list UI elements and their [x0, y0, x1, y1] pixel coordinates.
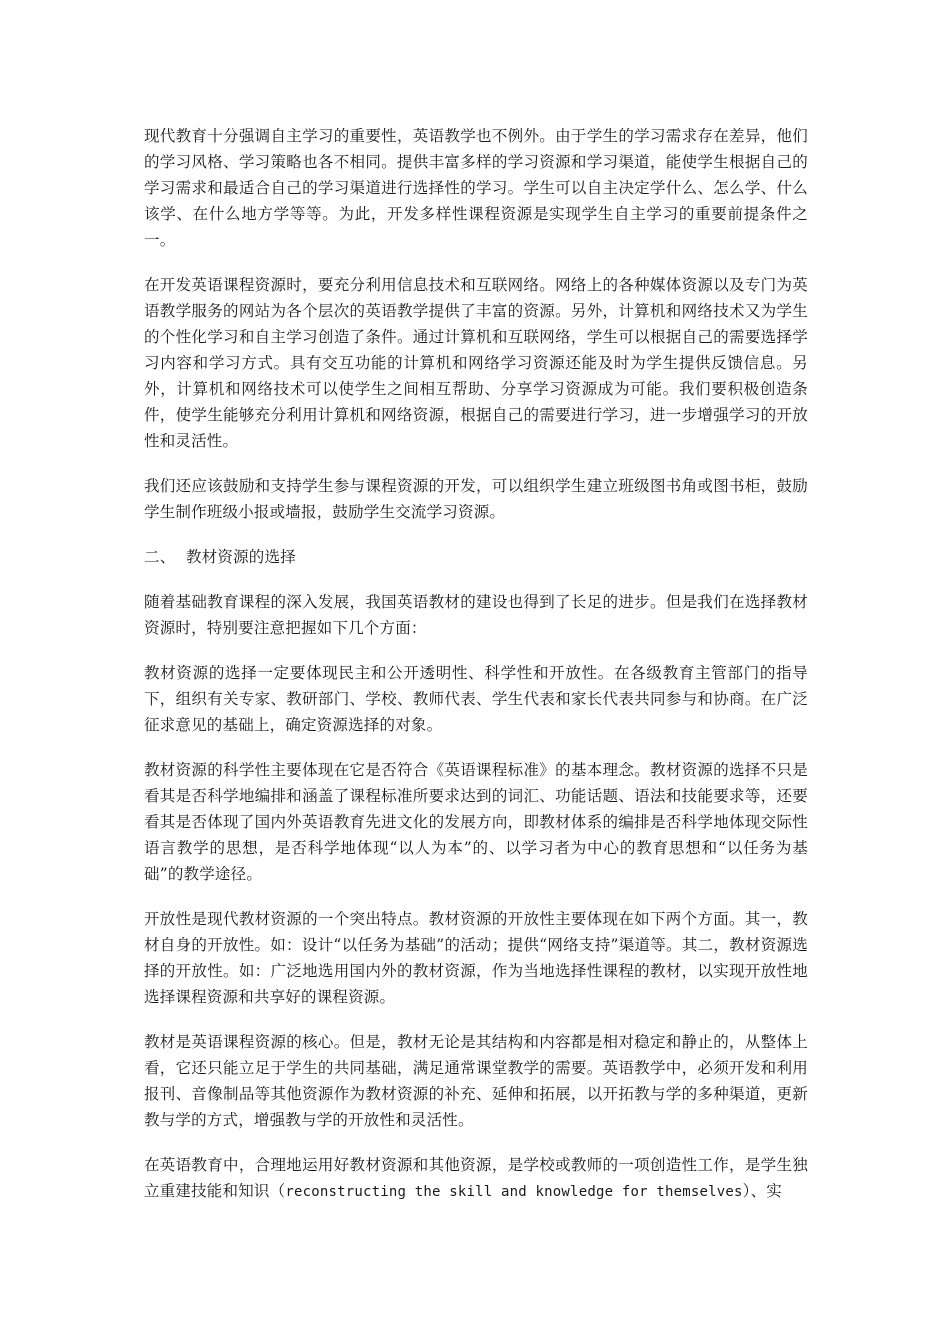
- last-paragraph-tail: ）、实: [742, 1182, 782, 1200]
- section-heading: [144, 544, 808, 570]
- last-paragraph-text: 在英语教育中，合理地运用好教材资源和其他资源，是学校或教师的一项创造性工作，是学生独立重建技能和知识（: [144, 1156, 808, 1200]
- paragraph-internet-resources: 在开发英语课程资源时，要充分利用信息技术和互联网络。网络上的各种媒体资源以及专门为英语教学服务的网站为各个层次的英语教学提供了丰富的资源。另外，计算机和网络技术又为学生的个性化学习和自主学习创造了条件。通过计算机和互联网络，学生可以根据自己的需要选择学习内容和学习方式。具有交互功能的计算机和网络学习资源还能及时为学生提供反馈信息。另外，计算机和网络技术可以使学生之间相互帮助、分享学习资源成为可能。我们要积极创造条件，使学生能够充分利用计算机和网络资源，根据自己的需要进行学习，进一步增强学习的开放性和灵活性。: [144, 276, 808, 450]
- document-body: [144, 123, 808, 1224]
- paragraph-autonomous-learning: 现代教育十分强调自主学习的重要性，英语教学也不例外。由于学生的学习需求存在差异，他们的学习风格、学习策略也各不相同。提供丰富多样的学习资源和学习渠道，能使学生根据自己的学习需求和最适合自己的学习渠道进行选择性的学习。学生可以自主决定学什么、怎么学、什么该学、在什么地方学等等。为此，开发多样性课程资源是实现学生自主学习的重要前提条件之一。: [144, 127, 808, 249]
- paragraph-openness: 开放性是现代教材资源的一个突出特点。教材资源的开放性主要体现在如下两个方面。其一，教材自身的开放性。如：设计“以任务为基础”的活动；提供“网络支持”渠道等。其二，教材资源选择的开放性。如：广泛地选用国内外的教材资源，作为当地选择性课程的教材，以实现开放性地选择课程资源和共享好的课程资源。: [144, 910, 808, 1006]
- paragraph-creative-work: [144, 1152, 808, 1205]
- section-number: 二、: [144, 548, 176, 566]
- english-phrase: reconstructing the skill and knowledge for themselves: [285, 1184, 743, 1200]
- paragraph-democracy-transparency: 教材资源的选择一定要体现民主和公开透明性、科学性和开放性。在各级教育主管部门的指导下，组织有关专家、教研部门、学校、教师代表、学生代表和家长代表共同参与和协商。在广泛征求意见的基础上，确定资源选择的对象。: [144, 664, 808, 734]
- paragraph-scientific-nature: 教材资源的科学性主要体现在它是否符合《英语课程标准》的基本理念。教材资源的选择不只是看其是否科学地编排和涵盖了课程标准所要求达到的词汇、功能话题、语法和技能要求等，还要看其是否体现了国内外英语教育先进文化的发展方向，即教材体系的编排是否科学地体现交际性语言教学的思想，是否科学地体现“以人为本”的、以学习者为中心的教育思想和“以任务为基础”的教学途径。: [144, 761, 808, 883]
- section-title: 教材资源的选择: [186, 548, 296, 566]
- paragraph-student-participation: 我们还应该鼓励和支持学生参与课程资源的开发，可以组织学生建立班级图书角或图书柜，鼓励学生制作班级小报或墙报，鼓励学生交流学习资源。: [144, 477, 808, 521]
- paragraph-textbook-core: 教材是英语课程资源的核心。但是，教材无论是其结构和内容都是相对稳定和静止的，从整体上看，它还只能立足于学生的共同基础，满足通常课堂教学的需要。英语教学中，必须开发和利用报刊、音像制品等其他资源作为教材资源的补充、延伸和拓展，以开拓教与学的多种渠道，更新教与学的方式，增强教与学的开放性和灵活性。: [144, 1033, 808, 1129]
- paragraph-textbook-intro: 随着基础教育课程的深入发展，我国英语教材的建设也得到了长足的进步。但是我们在选择教材资源时，特别要注意把握如下几个方面：: [144, 593, 808, 637]
